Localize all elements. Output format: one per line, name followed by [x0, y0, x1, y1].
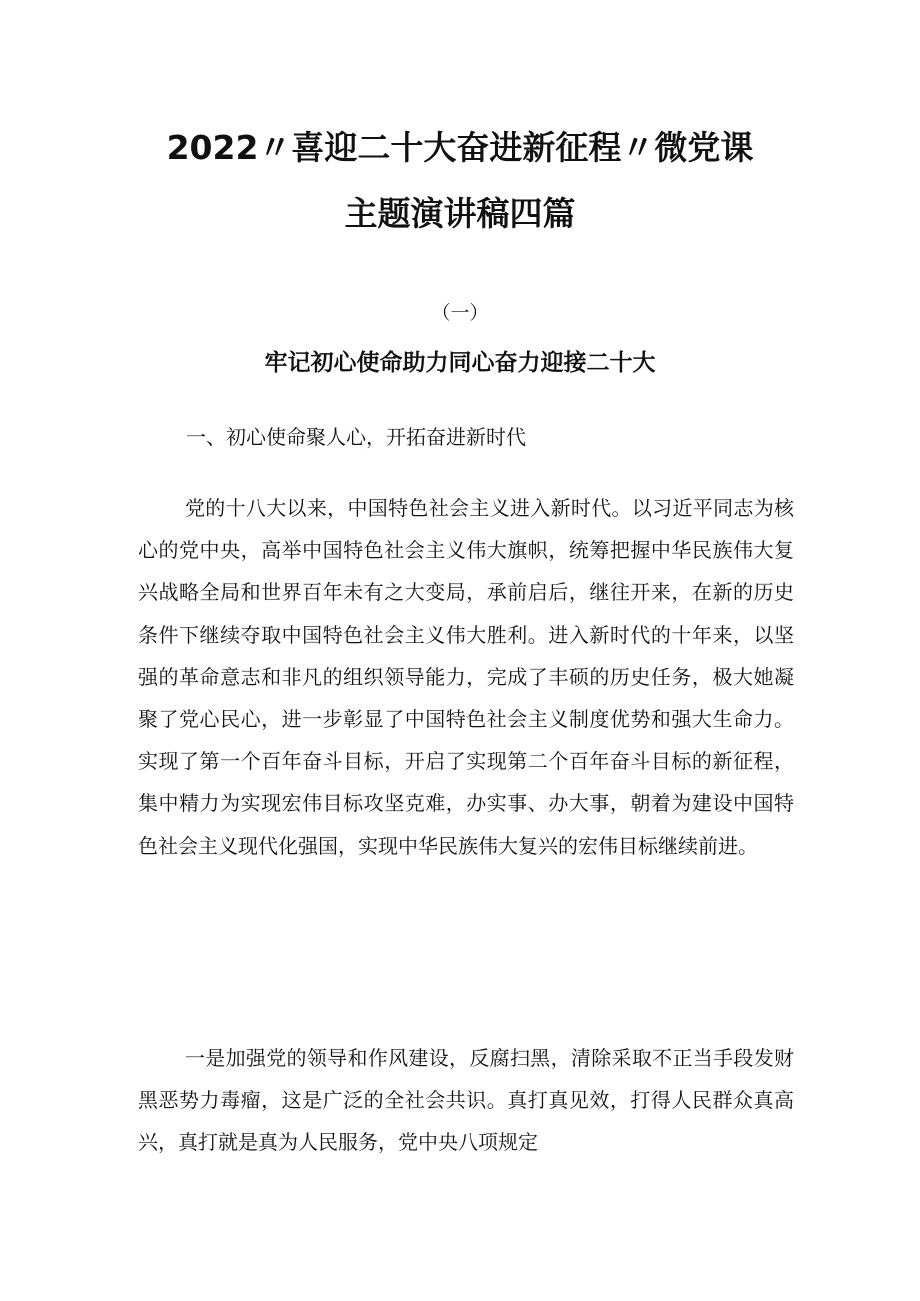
body-paragraph: 党的十八大以来，中国特色社会主义进入新时代。以习近平同志为核心的党中央，高举中国特色社会主义伟大旗帜，统筹把握中华民族伟大复兴战略全局和世界百年未有之大变局，承前启后，继往开来，在新的历史条件下继续夺取中国特色社会主义伟大胜利。进入新时代的十年来，以坚强的革命意志和非凡的组织领导能力，完成了丰硕的历史任务，极大她凝聚了党心民心，进一步彰显了中国特色社会主义制度优势和强大生命力。实现了第一个百年奋斗目标，开启了实现第二个百年奋斗目标的新征程，集中精力为实现宏伟目标攻坚克难，办实事、办大事，朝着为建设中国特色社会主义现代化强国，实现中华民族伟大复兴的宏伟目标继续前进。: [138, 496, 794, 858]
section-number: （一）: [431, 302, 489, 324]
document-title-line-2: 主题演讲稿四篇: [344, 194, 576, 233]
section-title: 牢记初心使命助力同心奋力迎接二十大: [264, 350, 656, 376]
subheading: 一、初心使命聚人心，开拓奋进新时代: [186, 425, 526, 449]
document-title-line-1: 2022〃喜迎二十大奋进新征程〃微党课: [166, 128, 754, 167]
body-paragraph: 一是加强党的领导和作风建设，反腐扫黑，清除采取不正当手段发财黑恶势力毒瘤，这是广泛的全社会共识。真打真见效，打得人民群众真高兴，真打就是真为人民服务，党中央八项规定: [138, 1046, 794, 1155]
